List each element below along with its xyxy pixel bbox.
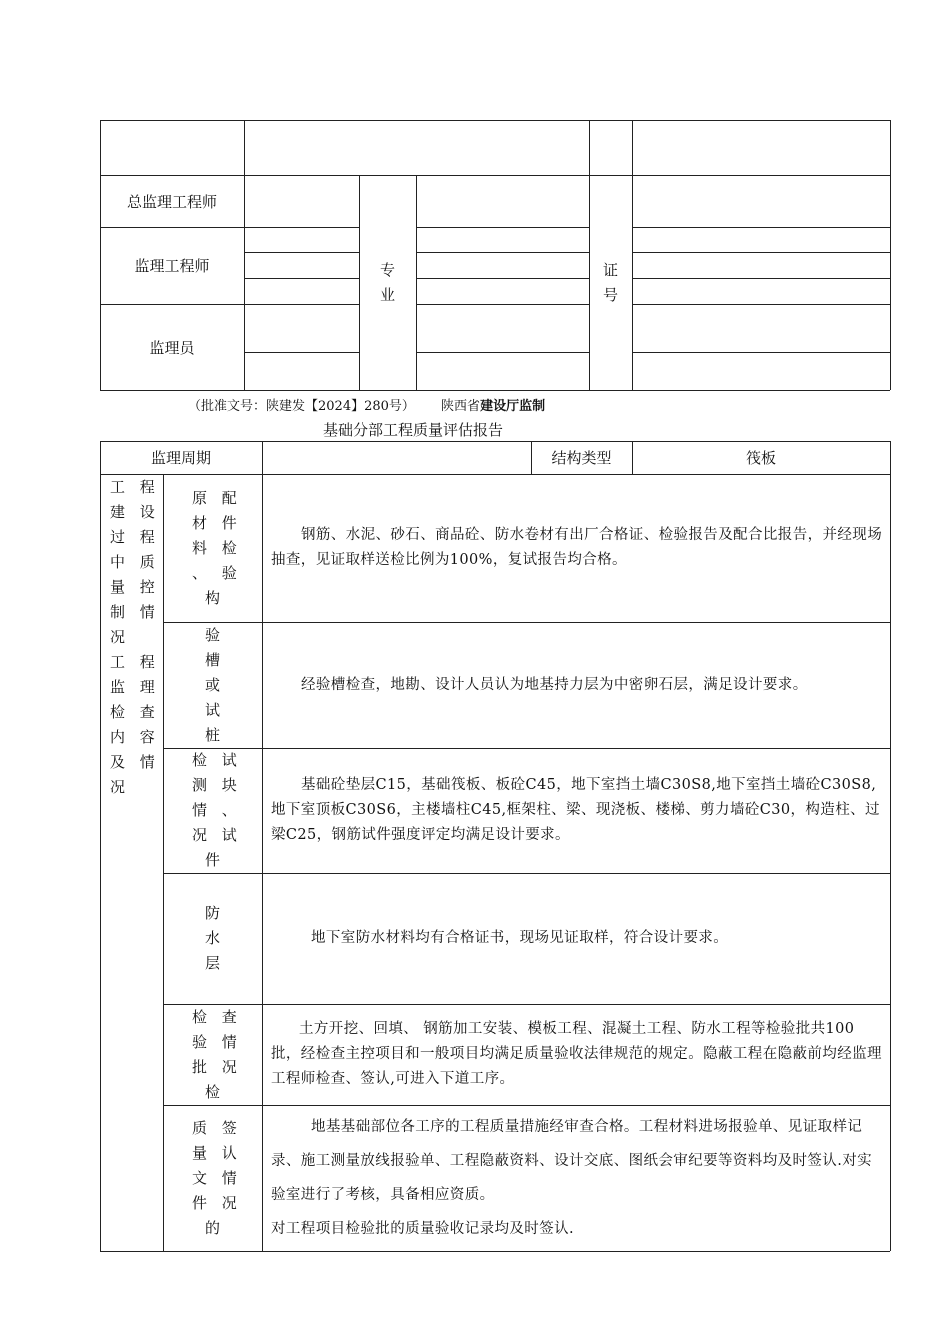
row-content bbox=[271, 873, 883, 1004]
section-label-line: 况 bbox=[110, 778, 131, 796]
content-paragraph: 经验槽检查，地勘、设计人员认为地基持力层为中密卵石层，满足设计要求。 bbox=[301, 676, 808, 693]
section-label-line: 过 程 bbox=[110, 528, 160, 546]
row-label-line: 批 况 bbox=[192, 1057, 242, 1076]
section-label-line: 检 查 bbox=[110, 703, 160, 721]
section-label-line: 制 情 bbox=[110, 603, 160, 621]
table-line bbox=[632, 278, 890, 279]
row-label bbox=[192, 486, 242, 611]
row-label-line: 、 验 bbox=[192, 563, 242, 582]
table-line bbox=[100, 120, 890, 121]
row-label bbox=[192, 748, 242, 873]
row-label-line: 件 bbox=[205, 851, 226, 869]
row-label-line: 量 认 bbox=[192, 1143, 242, 1162]
table-line bbox=[244, 252, 359, 253]
row-content bbox=[271, 474, 883, 622]
row-label-line: 构 bbox=[205, 588, 226, 607]
row-label-line: 层 bbox=[205, 954, 226, 972]
row-label-line: 况 试 bbox=[192, 826, 242, 844]
row-label-line: 测 块 bbox=[192, 776, 242, 794]
cert-label bbox=[589, 175, 632, 390]
content-paragraph: 地下室防水材料均有合格证书，现场见证取样，符合设计要求。 bbox=[311, 930, 729, 946]
row-label-line: 的 bbox=[205, 1218, 226, 1237]
row-label-line: 质 签 bbox=[192, 1118, 242, 1137]
row-label-line: 或 bbox=[205, 675, 226, 694]
row-label-line: 验 bbox=[205, 625, 226, 644]
table-line bbox=[100, 1251, 890, 1252]
supervisor-label: 监理员 bbox=[149, 338, 195, 357]
row-label bbox=[192, 1116, 242, 1241]
row-label-line: 检 试 bbox=[192, 751, 242, 769]
content-paragraph: 钢筋、水泥、砂石、商品砼、防水卷材有出厂合格证、检验报告及配合比报告，并经现场抽查，见证取样送检比例为100%，复试报告均合格。 bbox=[271, 527, 883, 568]
content-paragraph: 地基基础部位各工序的工程质量措施经审查合格。工程材料进场报验单、见证取样记录、施工测量放线报验单、工程隐蔽资料、设计交底、图纸会审纪要等资料均及时签认.对实验室进行了考核，具备相应资质。 bbox=[271, 1119, 873, 1203]
section-label-line: 及 情 bbox=[110, 753, 160, 771]
table-line bbox=[416, 304, 589, 305]
section-label-line: 建 设 bbox=[110, 503, 160, 521]
table-line bbox=[632, 352, 890, 353]
major-label-char: 业 bbox=[379, 285, 395, 304]
section-label-line: 工 程 bbox=[110, 478, 160, 496]
row-label-line: 料 检 bbox=[192, 538, 242, 557]
approval-number: （批准文号：陕建发【2024】280号） bbox=[188, 399, 415, 414]
section-label-line: 监 理 bbox=[110, 678, 160, 696]
content-paragraph: 基础砼垫层C15，基础筏板、板砼C45，地下室挡土墙C30S8,地下室挡土墙砼C30S8,地下室顶板C30S6，主楼墙柱C45,框架柱、梁、现浇板、楼梯、剪力墙砼C30，构造柱、过梁C25，钢筋试件强度评定均满足设计要求。 bbox=[271, 777, 880, 843]
table-line bbox=[416, 227, 589, 228]
period-value bbox=[262, 441, 531, 474]
table-line bbox=[416, 278, 589, 279]
table-line bbox=[163, 474, 164, 1251]
table-line bbox=[244, 120, 245, 390]
row-content bbox=[271, 622, 883, 748]
row-content bbox=[271, 1004, 883, 1105]
approval-line bbox=[188, 395, 545, 414]
row-label-line: 文 情 bbox=[192, 1168, 242, 1187]
major-label bbox=[359, 175, 416, 390]
table-line bbox=[100, 441, 101, 1251]
engineer-label: 监理工程师 bbox=[134, 257, 210, 275]
row-label-line: 试 bbox=[205, 700, 226, 719]
row-label-line: 水 bbox=[205, 929, 226, 947]
content-paragraph: 对工程项目检验批的质量验收记录均及时签认. bbox=[271, 1221, 575, 1237]
row-label-line: 验 情 bbox=[192, 1032, 242, 1051]
row-label-line: 件 况 bbox=[192, 1193, 242, 1212]
table-line bbox=[632, 304, 890, 305]
period-label: 监理周期 bbox=[150, 449, 211, 467]
chief-engineer-label: 总监理工程师 bbox=[126, 192, 217, 211]
table-line bbox=[416, 175, 417, 390]
issuer: 陕西省 bbox=[441, 399, 481, 414]
report-title: 基础分部工程质量评估报告 bbox=[323, 421, 504, 439]
row-label bbox=[192, 623, 225, 748]
row-label-line: 桩 bbox=[205, 725, 226, 744]
structure-value: 筏板 bbox=[745, 449, 776, 467]
issuer-bold: 建设厅监制 bbox=[480, 399, 546, 414]
row-label-line: 检 查 bbox=[192, 1007, 242, 1026]
row-label-line: 防 bbox=[205, 904, 226, 922]
section-label-line: 况 bbox=[110, 628, 131, 646]
table-line bbox=[632, 252, 890, 253]
table-line bbox=[416, 252, 589, 253]
cert-label-char: 证 bbox=[602, 260, 618, 279]
section-label-line: 中 质 bbox=[110, 553, 160, 571]
row-label-line: 槽 bbox=[205, 650, 226, 669]
table-line bbox=[416, 352, 589, 353]
row-label bbox=[192, 1005, 242, 1105]
section-label-line: 内 容 bbox=[110, 728, 160, 746]
table-line bbox=[262, 441, 263, 1251]
section-label-line: 工 程 bbox=[110, 653, 160, 671]
section-label bbox=[110, 475, 160, 800]
table-line bbox=[632, 227, 890, 228]
row-label-line: 检 bbox=[205, 1082, 226, 1101]
row-label-line: 情 、 bbox=[192, 801, 242, 819]
table-line bbox=[244, 352, 359, 353]
table-line bbox=[632, 120, 633, 390]
row-label-line: 原 配 bbox=[192, 488, 242, 507]
row-label-line: 材 件 bbox=[192, 513, 242, 532]
table-line bbox=[890, 120, 891, 390]
row-content bbox=[271, 1105, 883, 1251]
row-label bbox=[192, 901, 225, 976]
content-paragraph: 土方开挖、回填、 钢筋加工安装、模板工程、混凝土工程、防水工程等检验批共100批，经检查主控项目和一般项目均满足质量验收法律规范的规定。隐蔽工程在隐蔽前均经监理工程师检查、签认,可进入下道工序。 bbox=[271, 1021, 882, 1087]
table-line bbox=[244, 278, 359, 279]
table-line bbox=[890, 441, 891, 1251]
table-line bbox=[100, 390, 890, 391]
section-label-line: 量 控 bbox=[110, 578, 160, 596]
cert-label-char: 号 bbox=[602, 285, 618, 304]
structure-label: 结构类型 bbox=[551, 449, 612, 467]
major-label-char: 专 bbox=[379, 260, 395, 279]
row-content bbox=[271, 748, 883, 873]
